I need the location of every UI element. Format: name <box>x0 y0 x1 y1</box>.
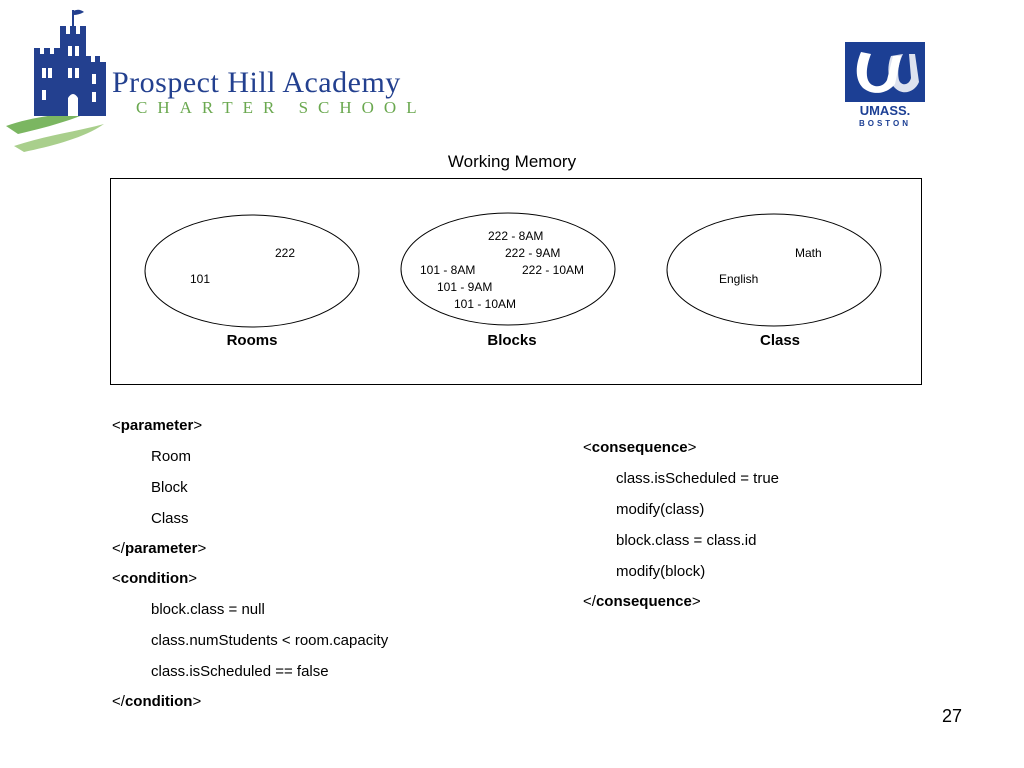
parameter-item: Block <box>151 479 188 496</box>
school-subtitle: CHARTER SCHOOL <box>136 98 427 117</box>
blocks-item: 101 - 8AM <box>420 263 476 277</box>
flag-icon <box>73 10 84 15</box>
rooms-caption: Rooms <box>226 332 278 349</box>
umass-wordmark <box>845 104 925 130</box>
consequence-item: block.class = class.id <box>616 532 757 549</box>
condition-item: class.numStudents < room.capacity <box>151 632 389 649</box>
umass-line1: UMASS. <box>859 103 911 118</box>
consequence-open-tag: <consequence> <box>583 439 697 456</box>
class-set-ellipse <box>667 214 881 326</box>
blocks-item: 222 - 8AM <box>488 229 544 243</box>
blocks-item: 101 - 9AM <box>437 280 493 294</box>
parameter-item: Room <box>151 448 192 465</box>
consequence-close-tag: </consequence> <box>583 593 701 610</box>
class-item: English <box>719 272 759 286</box>
working-memory-title: Working Memory <box>447 152 577 171</box>
castle-left-tower <box>34 54 60 116</box>
condition-open-tag: <condition> <box>112 570 198 587</box>
blocks-caption: Blocks <box>487 332 537 349</box>
rooms-set-ellipse <box>145 215 359 327</box>
blocks-item: 222 - 10AM <box>522 263 585 277</box>
umass-line2: BOSTON <box>858 119 912 128</box>
working-memory-diagram <box>110 178 922 385</box>
parameter-open-tag: <parameter> <box>112 417 203 434</box>
condition-item: class.isScheduled == false <box>151 663 329 680</box>
consequence-item: class.isScheduled = true <box>616 470 780 487</box>
class-item: Math <box>795 246 822 260</box>
consequence-item: modify(block) <box>616 563 706 580</box>
page-number: 27 <box>941 706 962 726</box>
parameter-close-tag: </parameter> <box>112 540 207 557</box>
blocks-item: 222 - 9AM <box>505 246 561 260</box>
castle-door <box>68 94 78 116</box>
rooms-item: 222 <box>275 246 296 260</box>
class-caption: Class <box>759 332 801 349</box>
consequence-item: modify(class) <box>616 501 705 518</box>
condition-item: block.class = null <box>151 601 265 618</box>
rooms-item: 101 <box>190 272 211 286</box>
condition-close-tag: </condition> <box>112 693 202 710</box>
parameter-item: Class <box>151 510 189 527</box>
blocks-item: 101 - 10AM <box>454 297 517 311</box>
castle-right-tower <box>86 62 106 116</box>
school-name: Prospect Hill Academy <box>112 66 401 99</box>
